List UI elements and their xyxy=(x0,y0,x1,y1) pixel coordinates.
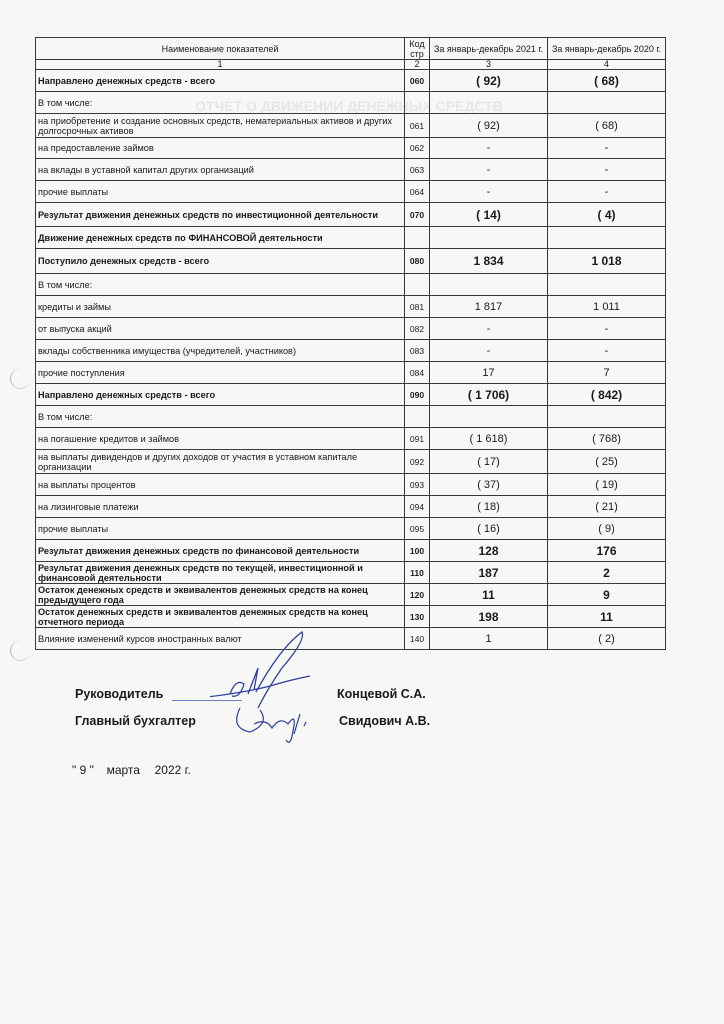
row-value-prev: - xyxy=(548,318,666,340)
table-row xyxy=(36,450,666,474)
row-value-prev: - xyxy=(548,138,666,159)
head-name: Концевой С.А. xyxy=(337,687,426,701)
row-value-current xyxy=(430,274,548,296)
row-code: 083 xyxy=(405,340,430,362)
row-value-prev: ( 19) xyxy=(548,474,666,496)
row-value-prev: 1 011 xyxy=(548,296,666,318)
row-code xyxy=(405,92,430,114)
row-value-prev: ( 2) xyxy=(548,628,666,650)
row-name: на предоставление займов xyxy=(36,138,405,159)
header-current-period: За январь-декабрь 2021 г. xyxy=(430,38,548,60)
row-code xyxy=(405,227,430,249)
table-row xyxy=(36,274,666,296)
row-value-current xyxy=(430,406,548,428)
row-value-current: 1 xyxy=(430,628,548,650)
row-value-prev: 2 xyxy=(548,562,666,584)
row-name: Результат движения денежных средств по текущей, инвестиционной и финансовой деятельности xyxy=(36,562,405,584)
table-row xyxy=(36,362,666,384)
row-value-current: ( 37) xyxy=(430,474,548,496)
row-value-prev xyxy=(548,92,666,114)
row-value-prev xyxy=(548,274,666,296)
row-name: Влияние изменений курсов иностранных валют xyxy=(36,628,405,650)
table-row xyxy=(36,249,666,274)
row-value-current: ( 16) xyxy=(430,518,548,540)
row-value-current: 17 xyxy=(430,362,548,384)
table-row xyxy=(36,606,666,628)
table-row xyxy=(36,628,666,650)
row-value-prev: ( 842) xyxy=(548,384,666,406)
row-value-current: ( 18) xyxy=(430,496,548,518)
row-name: В том числе: xyxy=(36,274,405,296)
row-value-current: 1 834 xyxy=(430,249,548,274)
row-value-prev: ( 9) xyxy=(548,518,666,540)
row-value-prev: ( 768) xyxy=(548,428,666,450)
row-code: 064 xyxy=(405,181,430,203)
row-code: 084 xyxy=(405,362,430,384)
row-value-current: 1 817 xyxy=(430,296,548,318)
date-day: " 9 " xyxy=(72,763,94,777)
row-value-current: - xyxy=(430,138,548,159)
row-value-prev: 11 xyxy=(548,606,666,628)
row-code: 082 xyxy=(405,318,430,340)
punch-hole-bottom xyxy=(10,640,31,661)
row-value-current: ( 92) xyxy=(430,70,548,92)
row-code: 100 xyxy=(405,540,430,562)
row-name: Направлено денежных средств - всего xyxy=(36,70,405,92)
table-row xyxy=(36,227,666,249)
table-row xyxy=(36,474,666,496)
row-value-current: - xyxy=(430,181,548,203)
row-code: 091 xyxy=(405,428,430,450)
column-number: 2 xyxy=(405,60,430,70)
row-name: Поступило денежных средств - всего xyxy=(36,249,405,274)
date-month: марта xyxy=(106,763,140,777)
row-code xyxy=(405,274,430,296)
table-row xyxy=(36,584,666,606)
row-name: Остаток денежных средств и эквивалентов денежных средств на конец предыдущего года xyxy=(36,584,405,606)
table-row xyxy=(36,518,666,540)
header-code: Код стр xyxy=(405,38,430,60)
row-name: Результат движения денежных средств по инвестиционной деятельности xyxy=(36,203,405,227)
table-row xyxy=(36,114,666,138)
table-row xyxy=(36,203,666,227)
row-value-current: ( 1 706) xyxy=(430,384,548,406)
table-row xyxy=(36,92,666,114)
row-code: 092 xyxy=(405,450,430,474)
row-name: на погашение кредитов и займов xyxy=(36,428,405,450)
header-prev-period: За январь-декабрь 2020 г. xyxy=(548,38,666,60)
row-value-prev: ( 68) xyxy=(548,114,666,138)
row-code: 093 xyxy=(405,474,430,496)
row-value-prev: ( 4) xyxy=(548,203,666,227)
row-code: 062 xyxy=(405,138,430,159)
row-name: на приобретение и создание основных средств, нематериальных активов и других долгосрочных активов xyxy=(36,114,405,138)
signing-date xyxy=(72,763,191,777)
row-value-prev: 9 xyxy=(548,584,666,606)
row-value-prev: 176 xyxy=(548,540,666,562)
table-row xyxy=(36,138,666,159)
row-value-prev: - xyxy=(548,181,666,203)
row-name: от выпуска акций xyxy=(36,318,405,340)
row-code: 120 xyxy=(405,584,430,606)
column-number-row xyxy=(36,60,666,70)
row-code: 080 xyxy=(405,249,430,274)
row-value-current: - xyxy=(430,159,548,181)
row-name: на выплаты процентов xyxy=(36,474,405,496)
row-name: прочие выплаты xyxy=(36,518,405,540)
row-value-prev: ( 25) xyxy=(548,450,666,474)
row-value-current: ( 1 618) xyxy=(430,428,548,450)
table-header-row xyxy=(36,38,666,60)
row-code: 110 xyxy=(405,562,430,584)
row-value-current: ( 14) xyxy=(430,203,548,227)
row-value-current: 198 xyxy=(430,606,548,628)
row-value-current: - xyxy=(430,340,548,362)
row-name: В том числе: xyxy=(36,92,405,114)
row-code: 094 xyxy=(405,496,430,518)
row-code: 095 xyxy=(405,518,430,540)
row-name: Результат движения денежных средств по финансовой деятельности xyxy=(36,540,405,562)
table-row xyxy=(36,340,666,362)
row-name: на выплаты дивидендов и других доходов от участия в уставном капитале организации xyxy=(36,450,405,474)
table-row xyxy=(36,496,666,518)
row-value-prev: 7 xyxy=(548,362,666,384)
bleed-through-text: ОТЧЕТ О ДВИЖЕНИИ ДЕНЕЖНЫХ СРЕДСТВ xyxy=(195,98,503,114)
row-code: 081 xyxy=(405,296,430,318)
row-value-current: ( 92) xyxy=(430,114,548,138)
row-name: Движение денежных средств по ФИНАНСОВОЙ деятельности xyxy=(36,227,405,249)
table-row xyxy=(36,428,666,450)
table-row xyxy=(36,159,666,181)
row-value-prev: - xyxy=(548,159,666,181)
accountant-name: Свидович А.В. xyxy=(339,714,431,728)
column-number: 1 xyxy=(36,60,405,70)
row-value-current: 128 xyxy=(430,540,548,562)
row-code: 070 xyxy=(405,203,430,227)
row-name: прочие поступления xyxy=(36,362,405,384)
column-number: 3 xyxy=(430,60,548,70)
row-value-current: ( 17) xyxy=(430,450,548,474)
date-year: 2022 г. xyxy=(154,763,191,777)
row-value-prev: - xyxy=(548,340,666,362)
row-name: Остаток денежных средств и эквивалентов денежных средств на конец отчетного периода xyxy=(36,606,405,628)
row-name: В том числе: xyxy=(36,406,405,428)
table-row xyxy=(36,406,666,428)
row-name: вклады собственника имущества (учредителей, участников) xyxy=(36,340,405,362)
column-number: 4 xyxy=(548,60,666,70)
row-code: 060 xyxy=(405,70,430,92)
table-row xyxy=(36,540,666,562)
accountant-title: Главный бухгалтер xyxy=(75,714,196,728)
punch-hole-top xyxy=(10,368,31,389)
cash-flow-table xyxy=(35,37,666,650)
row-code: 061 xyxy=(405,114,430,138)
row-value-prev: ( 21) xyxy=(548,496,666,518)
row-value-current xyxy=(430,227,548,249)
table-row xyxy=(36,181,666,203)
row-value-current xyxy=(430,92,548,114)
table-row xyxy=(36,296,666,318)
row-code: 063 xyxy=(405,159,430,181)
row-code: 130 xyxy=(405,606,430,628)
row-value-current: - xyxy=(430,318,548,340)
row-value-prev xyxy=(548,227,666,249)
row-value-prev xyxy=(548,406,666,428)
row-name: кредиты и займы xyxy=(36,296,405,318)
row-value-prev: 1 018 xyxy=(548,249,666,274)
header-name: Наименование показателей xyxy=(36,38,405,60)
row-value-prev: ( 68) xyxy=(548,70,666,92)
row-name: на вклады в уставной капитал других организаций xyxy=(36,159,405,181)
row-code xyxy=(405,406,430,428)
row-value-current: 11 xyxy=(430,584,548,606)
row-value-current: 187 xyxy=(430,562,548,584)
handwritten-signatures xyxy=(210,628,340,748)
head-title: Руководитель xyxy=(75,687,164,701)
row-name: Направлено денежных средств - всего xyxy=(36,384,405,406)
table-row xyxy=(36,70,666,92)
row-name: на лизинговые платежи xyxy=(36,496,405,518)
table-row xyxy=(36,318,666,340)
table-row xyxy=(36,384,666,406)
row-name: прочие выплаты xyxy=(36,181,405,203)
row-code: 140 xyxy=(405,628,430,650)
row-code: 090 xyxy=(405,384,430,406)
table-row xyxy=(36,562,666,584)
